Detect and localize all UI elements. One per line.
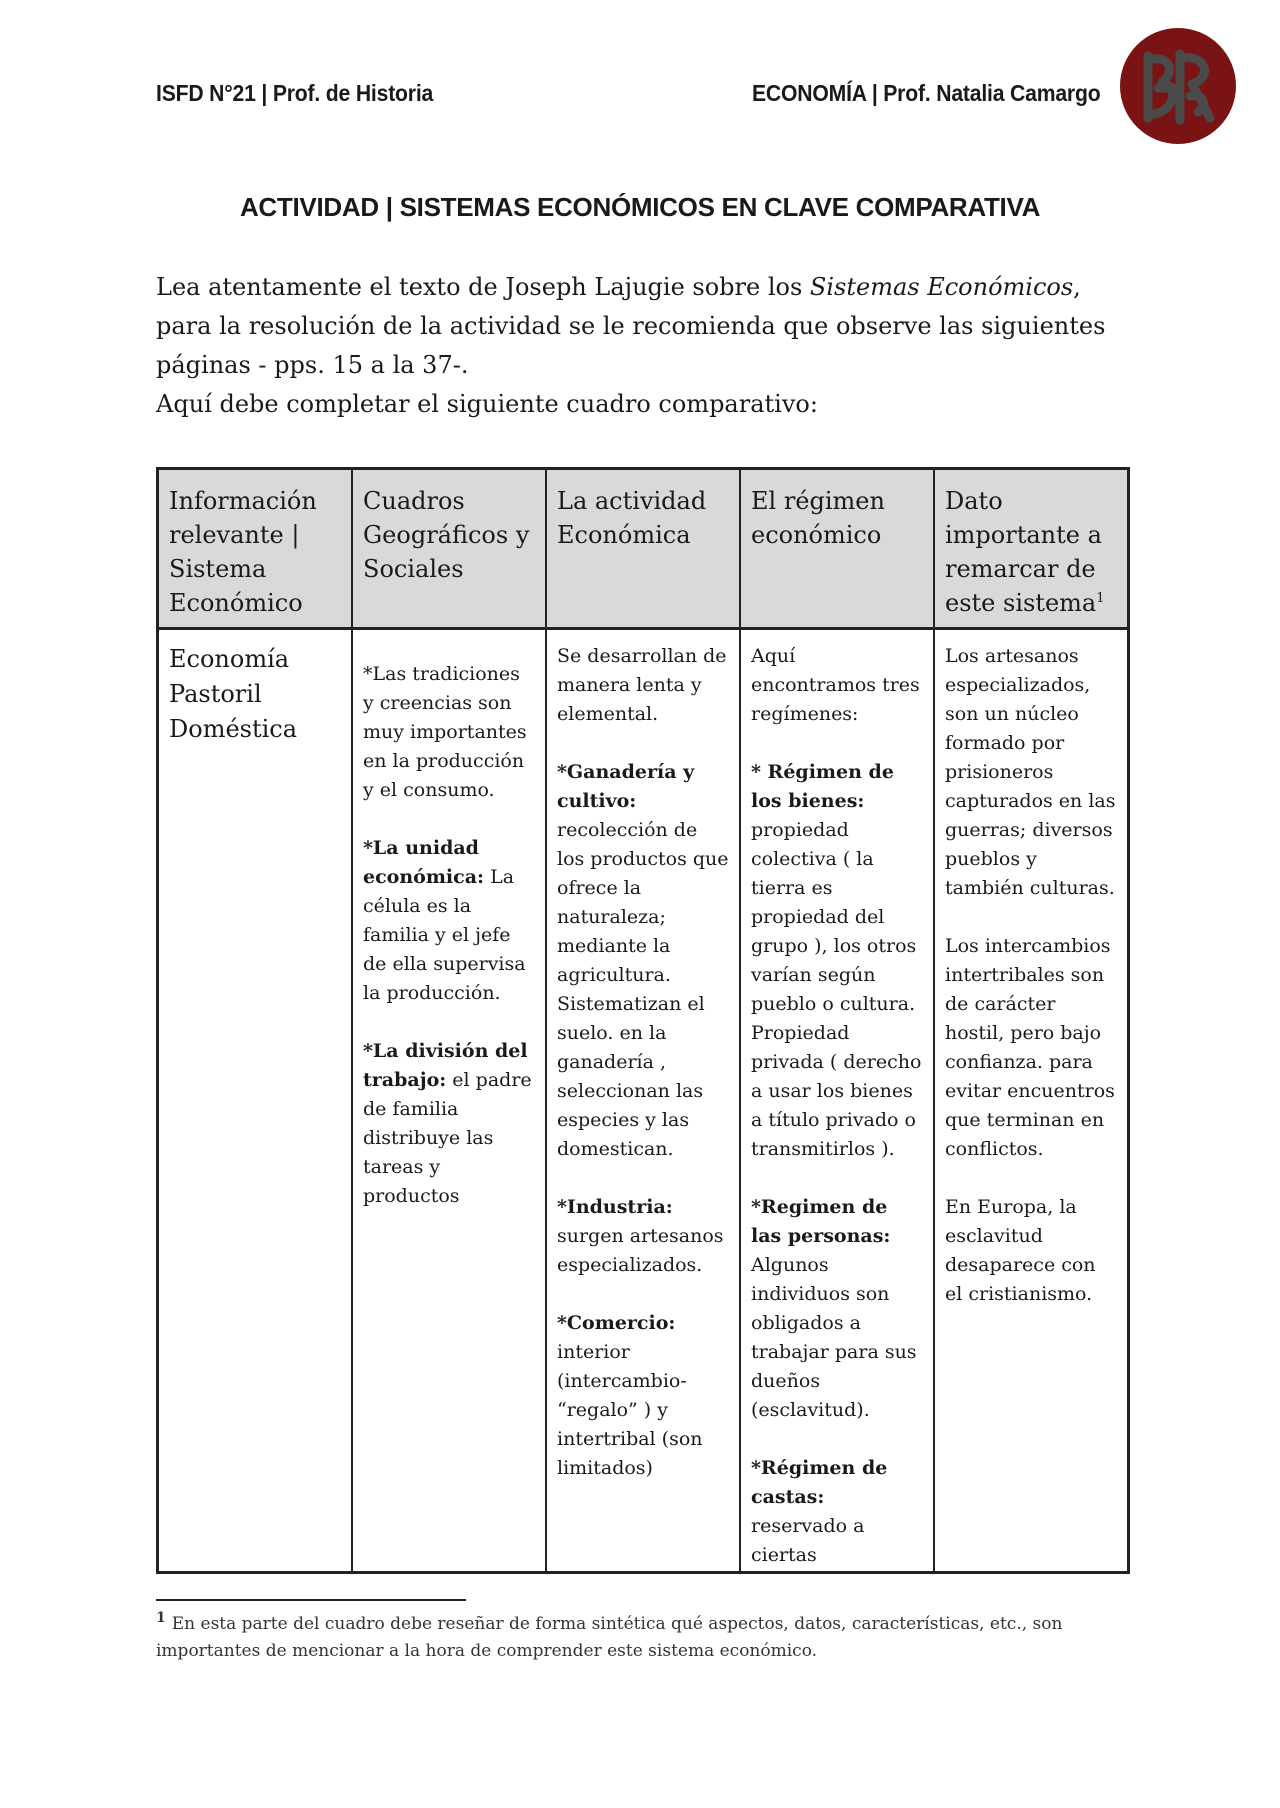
comparison-table xyxy=(156,467,1130,1574)
table-cell-geo: *Las tradiciones y creencias son muy importantes en la producción y el consumo. *La unidad económica: La célula es la familia y el jefe de ella supervisa la producción. *La división del trabajo: el padre de familia distribuye las tareas y productos xyxy=(353,630,547,1571)
table-cell-activity: Se desarrollan de manera lenta y elemental. *Ganadería y cultivo: recolección de los productos que ofrece la naturaleza; mediante la agricultura. Sistematizan el suelo. en la ganadería , seleccionan las especies y las domestican. *Industria: surgen artesanos especializados. *Comercio: interior (intercambio- “regalo” ) y intertribal (son limitados) xyxy=(547,630,741,1571)
book-title: Sistemas Económicos xyxy=(809,273,1074,301)
footnote-number: 1 xyxy=(156,1610,166,1627)
table-header-info: Información relevante | Sistema Económico xyxy=(159,470,353,630)
table-header-activity: La actividad Económica xyxy=(547,470,741,630)
table-header-geo: Cuadros Geográficos y Sociales xyxy=(353,470,547,630)
instructions xyxy=(156,268,1116,424)
header-institution: ISFD N°21 | Prof. de Historia xyxy=(156,80,434,106)
footnote-divider xyxy=(156,1599,466,1601)
table-cell-system: Economía Pastoril Doméstica xyxy=(159,630,353,1571)
instructions-task: Aquí debe completar el siguiente cuadro comparativo: xyxy=(156,390,818,418)
footnote-mark: 1 xyxy=(1096,591,1105,606)
header-course: ECONOMÍA | Prof. Natalia Camargo xyxy=(752,80,1101,106)
institution-logo xyxy=(1118,26,1238,146)
instructions-paragraph: Lea atentamente el texto de Joseph Lajugie sobre los Sistemas Económicos, para la resolución de la actividad se le recomienda que observe las siguientes páginas - pps. 15 a la 37-. xyxy=(156,273,1106,379)
table-header-important: Dato importante a remarcar de este sistema$^1$ xyxy=(935,470,1127,630)
table-cell-important: Los artesanos especializados, son un núcleo formado por prisioneros capturados en las guerras; diversos pueblos y también culturas. Los intercambios intertribales son de carácter hostil, pero bajo confianza. para evitar encuentros que terminan en conflictos. En Europa, la esclavitud desaparece con el cristianismo. xyxy=(945,645,1116,1305)
footnote-text: En esta parte del cuadro debe reseñar de forma sintética qué aspectos, datos, características, etc., son importantes de mencionar a la hora de comprender este sistema económico. xyxy=(156,1614,1063,1661)
table-header-regime: El régimen económico xyxy=(741,470,935,630)
page-title: ACTIVIDAD | SISTEMAS ECONÓMICOS EN CLAVE COMPARATIVA xyxy=(239,192,1041,222)
table-cell-regime: Aquí encontramos tres regímenes: * Régimen de los bienes: propiedad colectiva ( la tierra es propiedad del grupo ), los otros varían según pueblo o cultura. Propiedad privada ( derecho a usar los bienes a título privado o transmitirlos ). *Regimen de las personas: Algunos individuos son obligados a trabajar para sus dueños (esclavitud). *Régimen de castas: reservado a ciertas xyxy=(741,630,935,1571)
footnote xyxy=(156,1611,1116,1665)
